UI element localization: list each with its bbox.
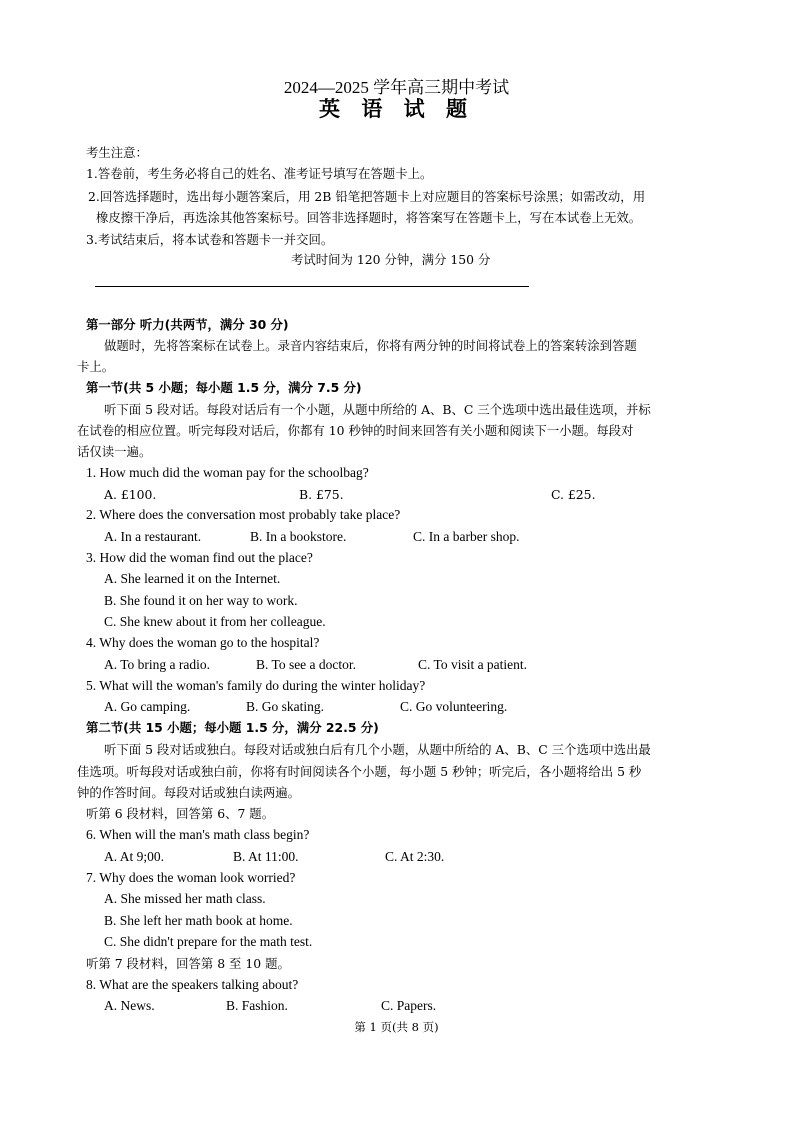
q8-option-b: B. Fashion.	[226, 998, 288, 1013]
q5-option-c: C. Go volunteering.	[400, 699, 508, 714]
question-2: 2. Where does the conversation most probably take place?	[86, 507, 401, 522]
section1-intro-line-2: 在试卷的相应位置。听完每段对话后，你都有 10 秒钟的时间来回答有关小题和阅读下一小题。每段对	[77, 423, 634, 438]
section2-heading: 第二节(共 15 小题；每小题 1.5 分，满分 22.5 分)	[86, 720, 379, 735]
q2-option-b: B. In a bookstore.	[250, 529, 347, 544]
question-4: 4. Why does the woman go to the hospital?	[86, 635, 320, 650]
q6-option-b: B. At 11:00.	[233, 849, 299, 864]
q7-option-c: C. She didn't prepare for the math test.	[104, 934, 313, 949]
q4-option-b: B. To see a doctor.	[256, 657, 357, 672]
part1-heading: 第一部分 听力(共两节，满分 30 分)	[86, 317, 289, 332]
notice-item-3: 3.考试结束后，将本试卷和答题卡一并交回。	[86, 232, 334, 247]
part1-intro-line-2: 卡上。	[77, 359, 115, 374]
q7-option-a: A. She missed her math class.	[104, 891, 266, 906]
q8-option-c: C. Papers.	[381, 998, 437, 1013]
q1-option-c: C. £25.	[551, 487, 596, 502]
q3-option-b: B. She found it on her way to work.	[104, 593, 298, 608]
section2-intro-line-3: 钟的作答时间。每段对话或独白读两遍。	[77, 785, 301, 800]
q1-option-b: B. £75.	[299, 487, 344, 502]
notice-item-2-line-2: 橡皮擦干净后，再选涂其他答案标号。回答非选择题时，将答案写在答题卡上，写在本试卷上无效。	[96, 210, 642, 225]
section1-heading: 第一节(共 5 小题；每小题 1.5 分，满分 7.5 分)	[86, 380, 362, 395]
section2-intro-line-2: 佳选项。听每段对话或独白前，你将有时间阅读各个小题，每小题 5 秒钟；听完后，各小题将给出 5 秒	[77, 764, 642, 779]
q1-option-a: A. £100.	[104, 487, 157, 502]
question-7: 7. Why does the woman look worried?	[86, 870, 296, 885]
q2-option-a: A. In a restaurant.	[104, 529, 202, 544]
question-6: 6. When will the man's math class begin?	[86, 827, 310, 842]
notice-heading: 考生注意：	[86, 145, 148, 160]
question-3: 3. How did the woman find out the place?	[86, 550, 313, 565]
notice-item-2-line-1: 2.回答选择题时，选出每小题答案后，用 2B 铅笔把答题卡上对应题目的答案标号涂黑；如需改动，用	[88, 189, 646, 204]
exam-title: 2024—2025 学年高三期中考试	[283, 78, 510, 97]
q2-option-c: C. In a barber shop.	[413, 529, 520, 544]
material-7-instruction: 听第 7 段材料，回答第 8 至 10 题。	[86, 956, 290, 971]
material-6-instruction: 听第 6 段材料，回答第 6、7 题。	[86, 806, 275, 821]
q8-option-a: A. News.	[104, 998, 155, 1013]
q4-option-a: A. To bring a radio.	[104, 657, 211, 672]
subject-title: 英 语 试 题	[319, 97, 474, 121]
q6-option-c: C. At 2:30.	[385, 849, 445, 864]
question-8: 8. What are the speakers talking about?	[86, 977, 299, 992]
notice-item-1: 1.答卷前，考生务必将自己的姓名、准考证号填写在答题卡上。	[86, 166, 433, 181]
exam-time: 考试时间为 120 分钟，满分 150 分	[291, 252, 491, 267]
q4-option-c: C. To visit a patient.	[418, 657, 528, 672]
question-1: 1. How much did the woman pay for the schoolbag?	[86, 465, 369, 480]
section2-intro-line-1: 听下面 5 段对话或独白。每段对话或独白后有几个小题，从题中所给的 A、B、C 三个选项中选出最	[104, 742, 651, 757]
q6-option-a: A. At 9;00.	[104, 849, 165, 864]
q5-option-a: A. Go camping.	[104, 699, 191, 714]
section1-intro-line-1: 听下面 5 段对话。每段对话后有一个小题，从题中所给的 A、B、C 三个选项中选出最佳选项，并标	[104, 402, 651, 417]
q3-option-c: C. She knew about it from her colleague.	[104, 614, 326, 629]
q5-option-b: B. Go skating.	[246, 699, 325, 714]
question-5: 5. What will the woman's family do during the winter holiday?	[86, 678, 426, 693]
section1-intro-line-3: 话仅读一遍。	[77, 444, 152, 459]
part1-intro-line-1: 做题时，先将答案标在试卷上。录音内容结束后，你将有两分钟的时间将试卷上的答案转涂到答题	[104, 338, 637, 353]
q3-option-a: A. She learned it on the Internet.	[104, 571, 281, 586]
q7-option-b: B. She left her math book at home.	[104, 913, 293, 928]
divider-line	[95, 286, 529, 287]
page-footer: 第 1 页(共 8 页)	[354, 1020, 439, 1034]
